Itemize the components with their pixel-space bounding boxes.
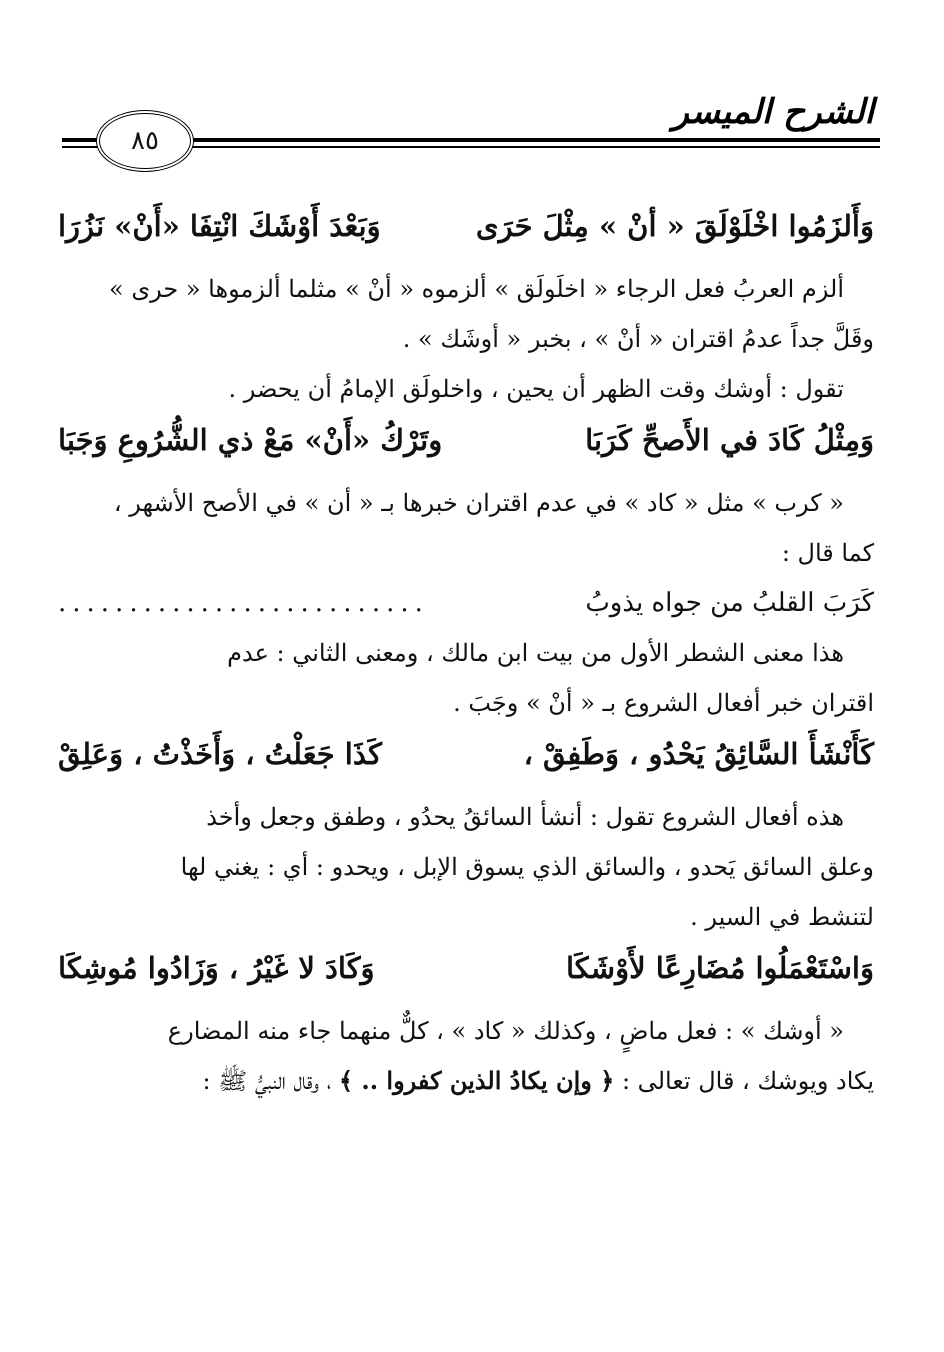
verse-hemistich-first: كَأَنْشَأَ السَّائِقُ يَحْدُو ، وَطَفِقْ ، [523, 737, 874, 771]
verse-line [58, 208, 874, 244]
quran-quote: ﴿ وإن يكادُ الذين كفروا .. ﴾ [338, 1066, 615, 1095]
paragraph: ألزم العربُ فعل الرجاء « اخلَولَق » ألزموه « أنْ » مثلما ألزموها « حرى » [109, 275, 844, 303]
verse-hemistich-first: وَاسْتَعْمَلُوا مُضَارِعًا لأَوْشَكَا [565, 951, 874, 985]
verse-hemistich-first: وَمِثْلُ كَادَ في الأَصحِّ كَرَبَا [585, 423, 874, 457]
verse-hemistich-second: وتَرْكُ «أَنْ» مَعْ ذي الشُّرُوعِ وَجَبَا [58, 423, 443, 457]
verse-hemistich-second: وَكَادَ لا غَيْرُ ، وَزَادُوا مُوشِكَا [58, 951, 375, 985]
paragraph: هذا معنى الشطر الأول من بيت ابن مالك ، ومعنى الثاني : عدم [227, 639, 844, 667]
paragraph: « أوشك » : فعل ماضٍ ، وكذلك « كاد » ، كلٌّ منهما جاء منه المضارع [167, 1017, 844, 1045]
paragraph: لتنشط في السير . [690, 903, 874, 931]
paragraph-text: يكاد ويوشك ، قال تعالى : [621, 1067, 874, 1095]
verse-hemistich-first: وَأَلزَمُوا اخْلَوْلَقَ « أنْ » مِثْلَ حَرَى [475, 209, 874, 243]
page-number-badge [96, 110, 194, 172]
paragraph: « كرب » مثل « كاد » في عدم اقتران خبرها بـ « أن » في الأصح الأشهر ، [113, 489, 844, 517]
quoted-poem-line [58, 578, 874, 628]
verse-hemistich-second: وَبَعْدَ أَوْشَكَ انْتِفَا «أَنْ» نَزُرَا [58, 209, 381, 243]
paragraph: تقول : أوشك وقت الظهر أن يحين ، واخلولَق الإمامُ أن يحضر . [228, 375, 844, 403]
paragraph [58, 1056, 874, 1106]
verse-line [58, 736, 874, 772]
paragraph: وقَلَّ جداً عدمُ اقتران « أنْ » ، بخبر « أوشَك » . [402, 325, 874, 353]
paragraph: كما قال : [781, 539, 874, 567]
ellipsis-dots: .......................... [58, 588, 429, 618]
paragraph: اقتران خبر أفعال الشروع بـ « أنْ » وجَبَ . [453, 689, 874, 717]
page-body [58, 200, 874, 1106]
verse-hemistich-second: كَذَا جَعَلْتُ ، وَأَخَذْتُ ، وَعَلِقْ [58, 737, 382, 771]
quoted-poem-half: كَرَبَ القلبُ من جواه يذوبُ [585, 588, 874, 618]
page-number: ٨٥ [131, 126, 159, 156]
paragraph: هذه أفعال الشروع تقول : أنشأ السائقُ يحدُو ، وطفق وجعل وأخذ [206, 803, 844, 831]
verse-line [58, 422, 874, 458]
paragraph-text: ، وقال النبيُّ ﷺ : [202, 1067, 332, 1095]
verse-line [58, 950, 874, 986]
paragraph: وعلق السائق يَحدو ، والسائق الذي يسوق الإبل ، ويحدو : أي : يغني لها [180, 853, 874, 881]
running-header-title: الشرح الميسر [672, 92, 874, 132]
